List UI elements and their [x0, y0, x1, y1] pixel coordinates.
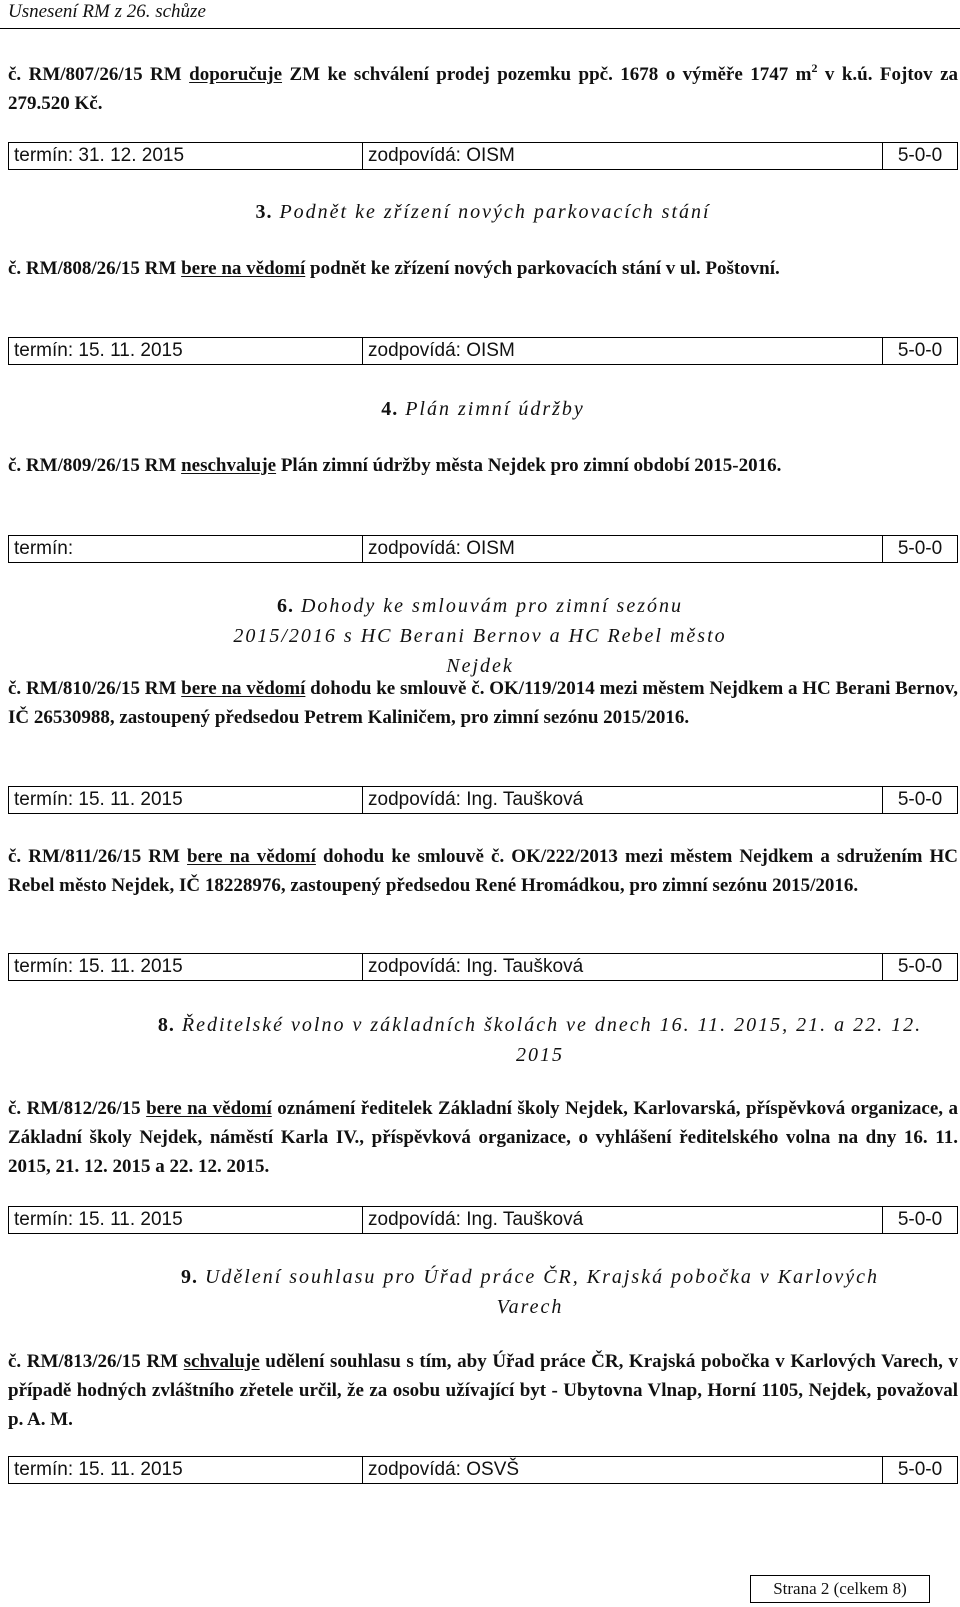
header-divider [0, 28, 960, 29]
resolution-verb: doporučuje [189, 64, 283, 85]
termin-cell: termín: 15. 11. 2015 [8, 786, 363, 814]
resolution-number: č. RM/808/26/15 RM [8, 258, 182, 279]
section-number: 3. [255, 201, 273, 223]
page-header-title: Usnesení RM z 26. schůze [8, 1, 206, 22]
section-number: 6. [276, 595, 294, 617]
resolution-number: č. RM/812/26/15 [8, 1098, 147, 1119]
resolution-811 [8, 842, 958, 900]
termin-cell: termín: 15. 11. 2015 [8, 1456, 363, 1484]
info-bar [8, 786, 958, 814]
vote-cell: 5-0-0 [883, 1206, 958, 1234]
zodpovida-cell: zodpovídá: OSVŠ [363, 1456, 883, 1484]
section-heading-8 [150, 1010, 930, 1070]
info-bar [8, 1206, 958, 1234]
termin-cell: termín: 15. 11. 2015 [8, 953, 363, 981]
resolution-text: Plán zimní údržby města Nejdek pro zimní období 2015-2016. [276, 455, 782, 476]
zodpovida-cell: zodpovídá: Ing. Taušková [363, 786, 883, 814]
resolution-text-end: v k.ú. Fojtov za 279.520 Kč. [8, 64, 959, 114]
info-bar [8, 142, 958, 170]
info-bar [8, 1456, 958, 1484]
resolution-verb: neschvaluje [181, 455, 277, 476]
section-heading-3 [8, 197, 958, 227]
resolution-809 [8, 451, 958, 480]
zodpovida-cell: zodpovídá: Ing. Taušková [363, 1206, 883, 1234]
page-number-footer: Strana 2 (celkem 8) [750, 1575, 930, 1603]
resolution-number: č. RM/809/26/15 RM [8, 455, 182, 476]
resolution-verb: schvaluje [183, 1351, 260, 1372]
resolution-808 [8, 254, 958, 283]
section-heading-6 [230, 591, 730, 681]
vote-cell: 5-0-0 [883, 953, 958, 981]
vote-cell: 5-0-0 [883, 142, 958, 170]
resolution-verb: bere na vědomí [181, 678, 306, 699]
vote-cell: 5-0-0 [883, 337, 958, 365]
section-title: Udělení souhlasu pro Úřad práce ČR, Krajská pobočka v Karlových Varech [204, 1266, 880, 1318]
info-bar [8, 953, 958, 981]
resolution-text: dohodu ke smlouvě č. OK/222/2013 mezi městem Nejdkem a sdružením HC Rebel město Nejdek, IČ 18228976, zastoupený předsedou René Hromádkou, pro zimní sezónu 2015/2016. [8, 846, 959, 896]
section-number: 8. [157, 1014, 175, 1036]
resolution-text: udělení souhlasu s tím, aby Úřad práce ČR, Krajská pobočka v Karlových Varech, v případě hodných zvláštního zřetele určil, že za osobu užívající byt - Ubytovna Vlnap, Horní 1105, Nejdek, považoval p. A. M. [8, 1351, 958, 1430]
resolution-number: č. RM/807/26/15 RM [8, 64, 190, 85]
info-bar [8, 535, 958, 563]
termin-cell: termín: 15. 11. 2015 [8, 337, 363, 365]
section-number: 4. [381, 398, 399, 420]
resolution-text: ZM ke schválení prodej pozemku ppč. 1678 o výměře 1747 m [282, 64, 812, 85]
termin-cell: termín: 31. 12. 2015 [8, 142, 363, 170]
section-title: Dohody ke smlouvám pro zimní sezónu 2015/2016 s HC Berani Bernov a HC Rebel město Nejdek [233, 595, 727, 677]
resolution-number: č. RM/810/26/15 RM [8, 678, 182, 699]
resolution-text: podnět ke zřízení nových parkovacích stání v ul. Poštovní. [305, 258, 780, 279]
resolution-number: č. RM/811/26/15 RM [8, 846, 188, 867]
zodpovida-cell: zodpovídá: Ing. Taušková [363, 953, 883, 981]
section-title: Plán zimní údržby [405, 398, 585, 420]
resolution-verb: bere na vědomí [181, 258, 306, 279]
termin-cell: termín: 15. 11. 2015 [8, 1206, 363, 1234]
resolution-810 [8, 674, 958, 732]
resolution-text: oznámení ředitelek Základní školy Nejdek, Karlovarská, příspěvková organizace, a Základní školy Nejdek, náměstí Karla IV., příspěvková organizace, o vyhlášení ředitelského volna na dny 16. 11. 2015, 21. 12. 2015 a 22. 12. 2015. [8, 1098, 958, 1177]
termin-cell: termín: [8, 535, 363, 563]
section-number: 9. [180, 1266, 198, 1288]
section-heading-9 [170, 1262, 890, 1322]
zodpovida-cell: zodpovídá: OISM [363, 337, 883, 365]
zodpovida-cell: zodpovídá: OISM [363, 535, 883, 563]
resolution-number: č. RM/813/26/15 RM [8, 1351, 184, 1372]
resolution-812 [8, 1094, 958, 1181]
vote-cell: 5-0-0 [883, 1456, 958, 1484]
resolution-807 [8, 60, 958, 118]
resolution-text: dohodu ke smlouvě č. OK/119/2014 mezi městem Nejdkem a HC Berani Bernov, IČ 26530988, zastoupený předsedou Petrem Kaliničem, pro zimní sezónu 2015/2016. [8, 678, 958, 728]
zodpovida-cell: zodpovídá: OISM [363, 142, 883, 170]
section-title: Ředitelské volno v základních školách ve dnech 16. 11. 2015, 21. a 22. 12. 2015 [181, 1014, 923, 1066]
section-title: Podnět ke zřízení nových parkovacích stání [279, 201, 711, 223]
resolution-813 [8, 1347, 958, 1434]
resolution-verb: bere na vědomí [187, 846, 316, 867]
info-bar [8, 337, 958, 365]
section-heading-4 [8, 394, 958, 424]
superscript: 2 [811, 60, 818, 75]
vote-cell: 5-0-0 [883, 535, 958, 563]
resolution-verb: bere na vědomí [146, 1098, 272, 1119]
vote-cell: 5-0-0 [883, 786, 958, 814]
